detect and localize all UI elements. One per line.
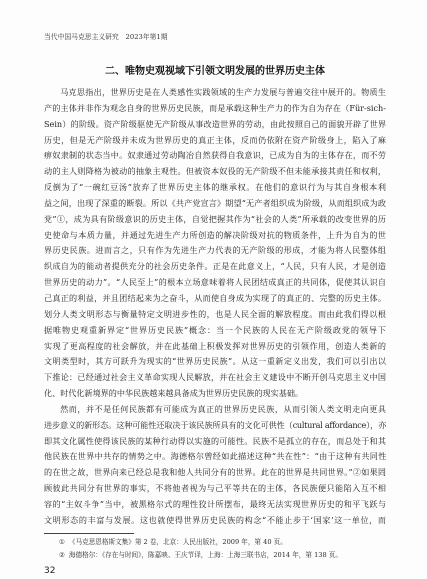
footnotes xyxy=(44,536,386,562)
text-line: 文明形态的丰富与发展。这也就使得世界历史民族的构念“不能止步于‘国家’这一单位，而 xyxy=(44,514,386,525)
paragraph xyxy=(44,402,386,529)
text-line: 实现了更高程度的社会解放，并在此基础上积极发挥对世界历史的引领作用，创造人类新的 xyxy=(44,340,386,351)
text-line: 进步意义的新形态。这种可能性还取决于该民族所具有的文化可供性（cultural affordance），亦 xyxy=(44,419,386,430)
text-line: 党”①，成为具有阶级意识的历史主体，自觉把握其作为“社会的人类”所承载的改变世界的历 xyxy=(44,213,386,224)
text-line: 痹奴隶制的状态当中。奴隶通过劳动陶冶自然获得自我意识，已成为自为的主体存在，而不劳 xyxy=(44,150,386,161)
footnote-separator xyxy=(44,533,134,534)
page-number: 32 xyxy=(44,566,56,576)
text-line: 即其文化属性使得该民族的某种行动得以实施的可能性。民族不是孤立的存在，而总处于和其 xyxy=(44,435,386,446)
text-line: 益之间，出现了深重的断裂。所以《共产党宣言》期望“无产者组织成为阶级，从而组织成为政 xyxy=(44,197,386,208)
text-line: 史使命与本质力量，并通过先进生产力所创造的解决阶级对抗的物质条件，上升为自为的世 xyxy=(44,229,386,240)
paragraph xyxy=(44,85,386,402)
text-line: 顾彼此共同分有世界的事实，不将他者视为与己平等共在的主体，各民族便只能陷入互不相 xyxy=(44,483,386,494)
footnote xyxy=(44,549,386,562)
text-line: 据唯物史观重新界定“世界历史民族”概念：当一个民族的人民在无产阶级政党的领导下 xyxy=(44,324,386,335)
text-line: 容的“主奴斗争”当中，被黑格尔式的理性狡计所摆布，最终无法实现世界历史的和平飞跃与 xyxy=(44,498,386,509)
text-line: 下推论：已经通过社会主义革命实现人民解放，并在社会主义建设中不断开创马克思主义中国 xyxy=(44,372,386,383)
footnote-text: 《马克思恩格斯文集》第 2 卷，北京：人民出版社，2009 年，第 40 页。 xyxy=(68,538,287,546)
text-line: 历史，但是无产阶级并未成为世界历史的真正主体，反而仍依附在资产阶级身上，陷入了麻 xyxy=(44,134,386,145)
article-body xyxy=(44,85,386,529)
text-line: 世界历史的动力”。“人民至上”的根本立场意味着将人民团结成真正的共同体，促使其认识自 xyxy=(44,277,386,288)
text-line: 的在世之故，世界向来已经总是我和他人共同分有的世界。此在的世界是共同世界。”②如果罔 xyxy=(44,467,386,478)
text-line: 反倒为了“一碗红豆汤”放弃了世界历史主体的继承权。在他们的意识行为与其自身根本利 xyxy=(44,182,386,193)
footnote-marker: ① xyxy=(59,538,65,546)
running-header: 当代中国马克思主义研究 2023年第1期 xyxy=(44,33,168,41)
text-line: Sein）的阶级。资产阶级驱使无产阶级从事改造世界的劳动，由此按照自己的面貌开辟了世界 xyxy=(44,118,386,129)
text-line: 动的主人则降格为被动的抽象主观性。但被资本奴役的无产阶级不但未能承接其责任和权利， xyxy=(44,166,386,177)
text-line: 划分人类文明形态与衡量特定文明进步性的，也是人民全面的解放程度。而由此我们得以根 xyxy=(44,308,386,319)
text-line: 界历史民族。进而言之，只有作为先进生产力代表的无产阶级的形成，才能为将人民整体组 xyxy=(44,245,386,256)
text-line: 织成自为的能动者提供充分的社会历史条件。正是在此意义上，“人民，只有人民，才是创造 xyxy=(44,261,386,272)
footnote-text: 海德格尔：《存在与时间》，陈嘉映、王庆节译，上海：上海三联书店，2014 年，第 138 页。 xyxy=(68,551,342,559)
section-heading: 二、唯物史观视域下引领文明发展的世界历史主体 xyxy=(105,66,325,77)
text-line: 己真正的利益，并且团结起来为之奋斗，从而使自身成为实现了的真正的、完整的历史主体。 xyxy=(44,292,386,303)
text-line: 产的主体并非作为观念自身的世界历史民族，而是承载这种生产力的作为自为存在（Für-sich- xyxy=(44,102,386,113)
footnote xyxy=(44,536,386,549)
text-line: 然而，并不是任何民族都有可能成为真正的世界历史民族，从而引领人类文明走向更具 xyxy=(60,403,386,414)
text-line: 马克思指出，世界历史是在人类感性实践领域的生产力发展与普遍交往中展开的。物质生 xyxy=(60,87,386,97)
text-line: 他民族在世界中共存的情势之中。海德格尔曾经如此描述这种“共在性”：“由于这种有共同性 xyxy=(44,451,386,462)
footnote-marker: ② xyxy=(59,551,65,559)
text-line: 化、时代化新境界的中华民族越来越具备成为世界历史民族的现实基础。 xyxy=(44,388,304,399)
text-line: 文明类型时，其方可跃升为现实的“世界历史民族”。从这一重新定义出发，我们可以引出以 xyxy=(44,356,386,367)
